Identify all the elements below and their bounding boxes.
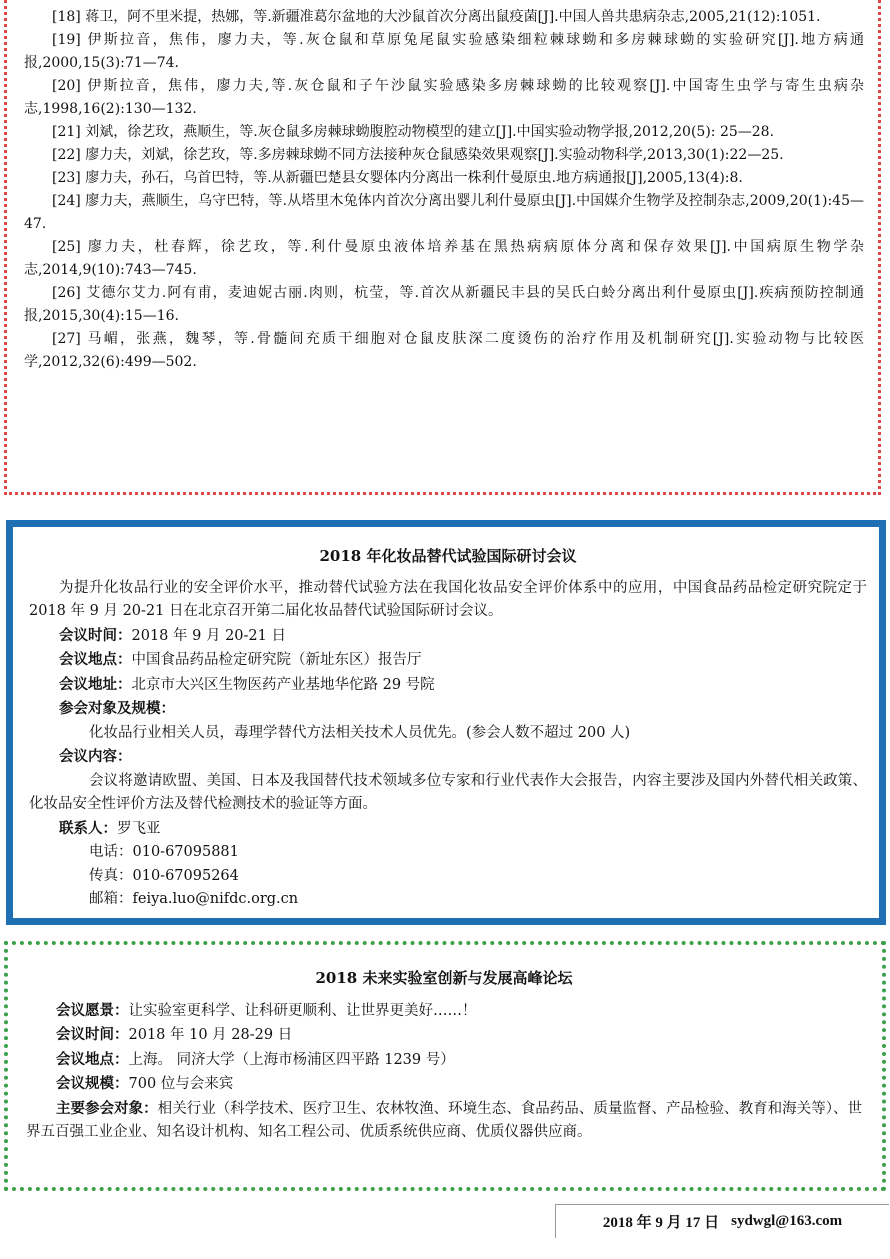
reference-item: [25] 廖力夫，杜春辉，徐艺玫，等.利什曼原虫液体培养基在黑热病病原体分离和保存效果[J].中国病原生物学杂志,2014,9(10):743—745.	[24, 239, 864, 278]
reference-item: [18] 蒋卫，阿不里米提，热娜，等.新疆准葛尔盆地的大沙鼠首次分离出鼠疫菌[J].中国人兽共患病杂志,2005,21(12):1051.	[52, 9, 821, 25]
conference-time: 会议时间：2018 年 9 月 20-21 日	[59, 626, 286, 644]
cosmetics-conference-notice	[6, 520, 886, 925]
reference-item: [24] 廖力夫，燕顺生，乌守巴特，等.从塔里木兔体内首次分离出婴儿利什曼原虫[J].中国媒介生物学及控制杂志,2009,20(1):45—47.	[24, 193, 864, 232]
reference-item: [20] 伊斯拉音，焦伟，廖力夫,等.灰仓鼠和子午沙鼠实验感染多房棘球蚴的比较观察[J].中国寄生虫学与寄生虫病杂志,1998,16(2):130—132.	[24, 78, 864, 117]
forum-time: 会议时间：2018 年 10 月 28-29 日	[56, 1026, 293, 1043]
conference-intro: 为提升化妆品行业的安全评价水平，推动替代试验方法在我国化妆品安全评价体系中的应用，中国食品药品检定研究院定于 2018 年 9 月 20-21 日在北京召开第二届化妆品替代试验国际研讨会议。	[29, 579, 867, 619]
reference-list	[24, 6, 864, 374]
conference-content: 会议将邀请欧盟、美国、日本及我国替代技术领域多位专家和行业代表作大会报告，内容主要涉及国内外替代相关政策、化妆品安全性评价方法及替代检测技术的验证等方面。	[29, 772, 867, 812]
reference-item: [23] 廖力夫，孙石，乌首巴特，等.从新疆巴楚县女婴体内分离出一株利什曼原虫.地方病通报[J],2005,13(4):8.	[52, 170, 743, 186]
reference-item: [19] 伊斯拉音，焦伟，廖力夫，等.灰仓鼠和草原兔尾鼠实验感染细粒棘球蚴和多房棘球蚴的实验研究[J].地方病通报,2000,15(3):71—74.	[24, 32, 864, 71]
lab-forum-notice	[4, 941, 886, 1191]
forum-venue: 会议地点：上海。 同济大学（上海市杨浦区四平路 1239 号）	[56, 1050, 455, 1068]
conference-venue: 会议地点：中国食品药品检定研究院（新址东区）报告厅	[59, 651, 422, 668]
reference-item: [22] 廖力夫，刘斌，徐艺玫，等.多房棘球蚴不同方法接种灰仓鼠感染效果观察[J].实验动物科学,2013,30(1):22—25.	[52, 147, 784, 163]
conference-title: 2018 年化妆品替代试验国际研讨会议	[319, 547, 577, 565]
reference-item: [26] 艾德尔艾力.阿有甫，麦迪妮古丽.肉则，杭莹，等.首次从新疆民丰县的吴氏白蛉分离出利什曼原虫[J].疾病预防控制通报,2015,30(4):15—16.	[24, 285, 864, 324]
conference-email: 邮箱：feiya.luo@nifdc.org.cn	[89, 891, 299, 907]
conference-fax: 传真：010-67095264	[89, 867, 239, 884]
page-footer	[555, 1204, 889, 1238]
reference-item: [27] 马嵋，张燕，魏琴，等.骨髓间充质干细胞对仓鼠皮肤深二度烫伤的治疗作用及机制研究[J].实验动物与比较医学,2012,32(6):499—502.	[24, 331, 864, 370]
conference-scope-label: 参会对象及规模：	[59, 700, 175, 717]
conference-scope: 化妆品行业相关人员，毒理学替代方法相关技术人员优先。(参会人数不超过 200 人)	[89, 724, 631, 741]
footer-date: 2018 年 9 月 17 日	[602, 1215, 720, 1231]
conference-phone: 电话：010-67095881	[89, 844, 239, 860]
forum-title: 2018 未来实验室创新与发展高峰论坛	[315, 969, 573, 987]
forum-audience: 主要参会对象：相关行业（科学技术、医疗卫生、农林牧渔、环境生态、食品药品、质量监督、产品检验、教育和海关等）、世界五百强工业企业、知名设计机构、知名工程公司、优质系统供应商、优质仪器供应商。	[26, 1099, 863, 1140]
forum-vision: 会议愿景：让实验室更科学、让科研更顺利、让世界更美好……！	[56, 1001, 477, 1019]
reference-item: [21] 刘斌，徐艺玫，燕顺生，等.灰仓鼠多房棘球蚴腹腔动物模型的建立[J].中国实验动物学报,2012,20(5): 25—28.	[52, 124, 775, 140]
footer-email: sydwgl@163.com	[731, 1213, 843, 1229]
forum-scale: 会议规模：700 位与会来宾	[56, 1075, 234, 1092]
conference-content-label: 会议内容：	[59, 748, 132, 765]
conference-address: 会议地址：北京市大兴区生物医药产业基地华佗路 29 号院	[59, 675, 435, 693]
conference-contact: 联系人：罗飞亚	[59, 819, 161, 837]
